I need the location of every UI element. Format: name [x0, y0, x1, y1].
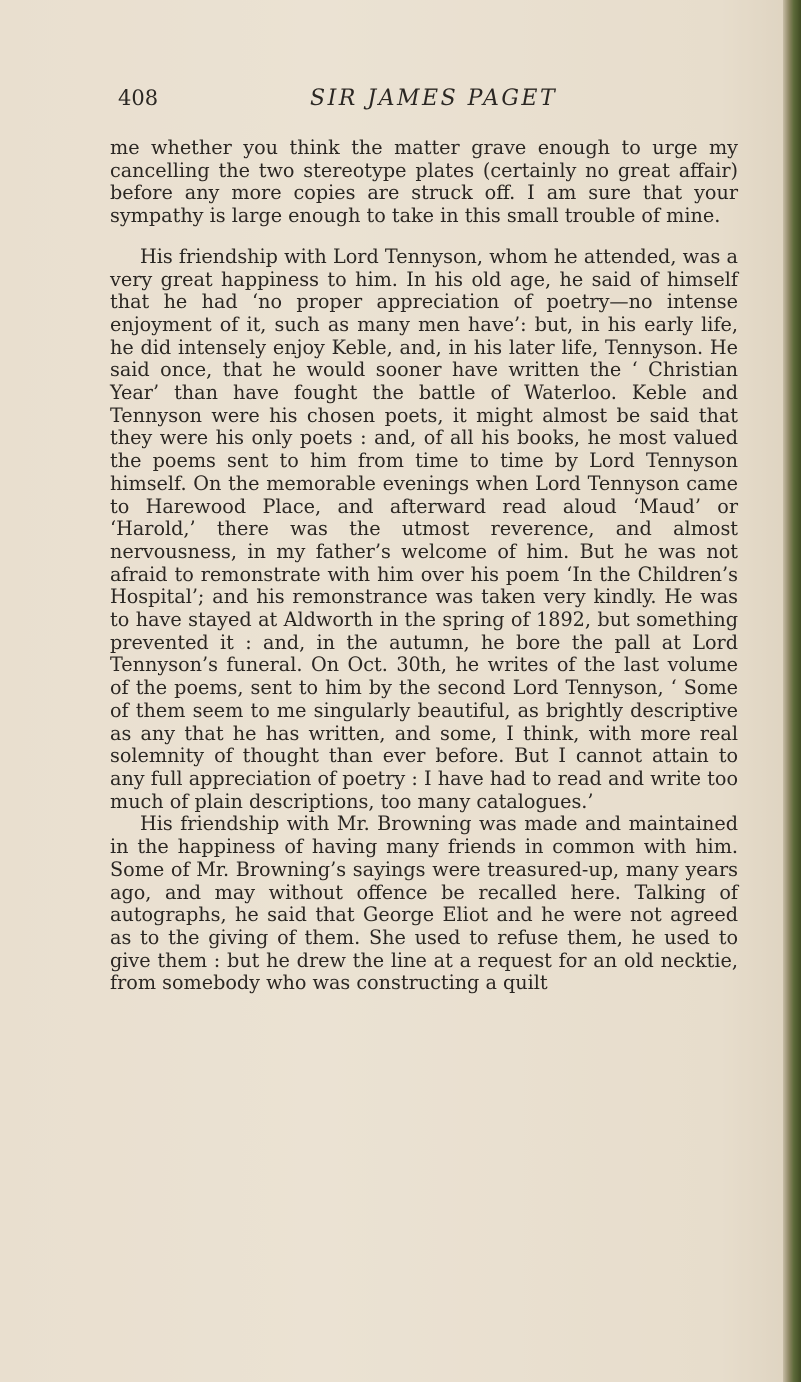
paragraph-tennyson: His friendship with Lord Tennyson, whom he attended, was a very great happiness to him. In his old age, he said of himself that he had ‘no proper appreciation of poetry—no intense enjoyment of it, such as many men have’: but, in his early life, he did intensely enjoy Keble, and, in his later life, Tennyson. He said once, that he would sooner have written the ‘ Christian Year’ than have fought the battle of Waterloo. Keble and Tennyson were his chosen poets, it might almost be said that they were his only poets : and, of all his books, he most valued the poems sent to him from time to time by Lord Tennyson himself. On the memorable evenings when Lord Tennyson came to Harewood Place, and afterward read aloud ‘Maud’ or ‘Harold,’ there was the utmost reverence, and almost nervousness, in my father’s welcome of him. But he was not afraid to remonstrate with him over his poem ‘In the Children’s Hospital’; and his remonstrance was taken very kindly. He was to have stayed at Aldworth in the spring of 1892, but something prevented it : and, in the autumn, he bore the pall at Lord Tennyson’s funeral. On Oct. 30th, he writes of the last volume of the poems, sent to him by the second Lord Tennyson, ‘ Some of them seem to me singularly beautiful, as brightly descriptive as any that he has written, and some, I think, with more real solemnity of thought than ever before. But I cannot attain to any full appreciation of poetry : I have had to read and write too much of plain descriptions, too many catalogues.’: [110, 244, 738, 813]
page-number: 408: [118, 86, 159, 110]
body-text: [110, 137, 738, 995]
paragraph-continuation: me whether you think the matter grave enough to urge my cancelling the two stereotype plates (certainly no great affair) before any more copies are struck off. I am sure that your sympathy is large enough to take in this small trouble of mine.: [110, 136, 738, 228]
page-edge-binding: [783, 0, 801, 1382]
paragraph-browning: His friendship with Mr. Browning was made and maintained in the happiness of having many friends in common with him. Some of Mr. Browning’s sayings were treasured-up, many years ago, and may without offence be recalled here. Talking of autographs, he said that George Eliot and he were not agreed as to the giving of them. She used to refuse them, he used to give them : but he drew the line at a request for an old necktie, from somebody who was constructing a quilt: [110, 812, 738, 995]
running-head: SIR JAMES PAGET: [310, 86, 558, 111]
page-header: [0, 86, 783, 120]
